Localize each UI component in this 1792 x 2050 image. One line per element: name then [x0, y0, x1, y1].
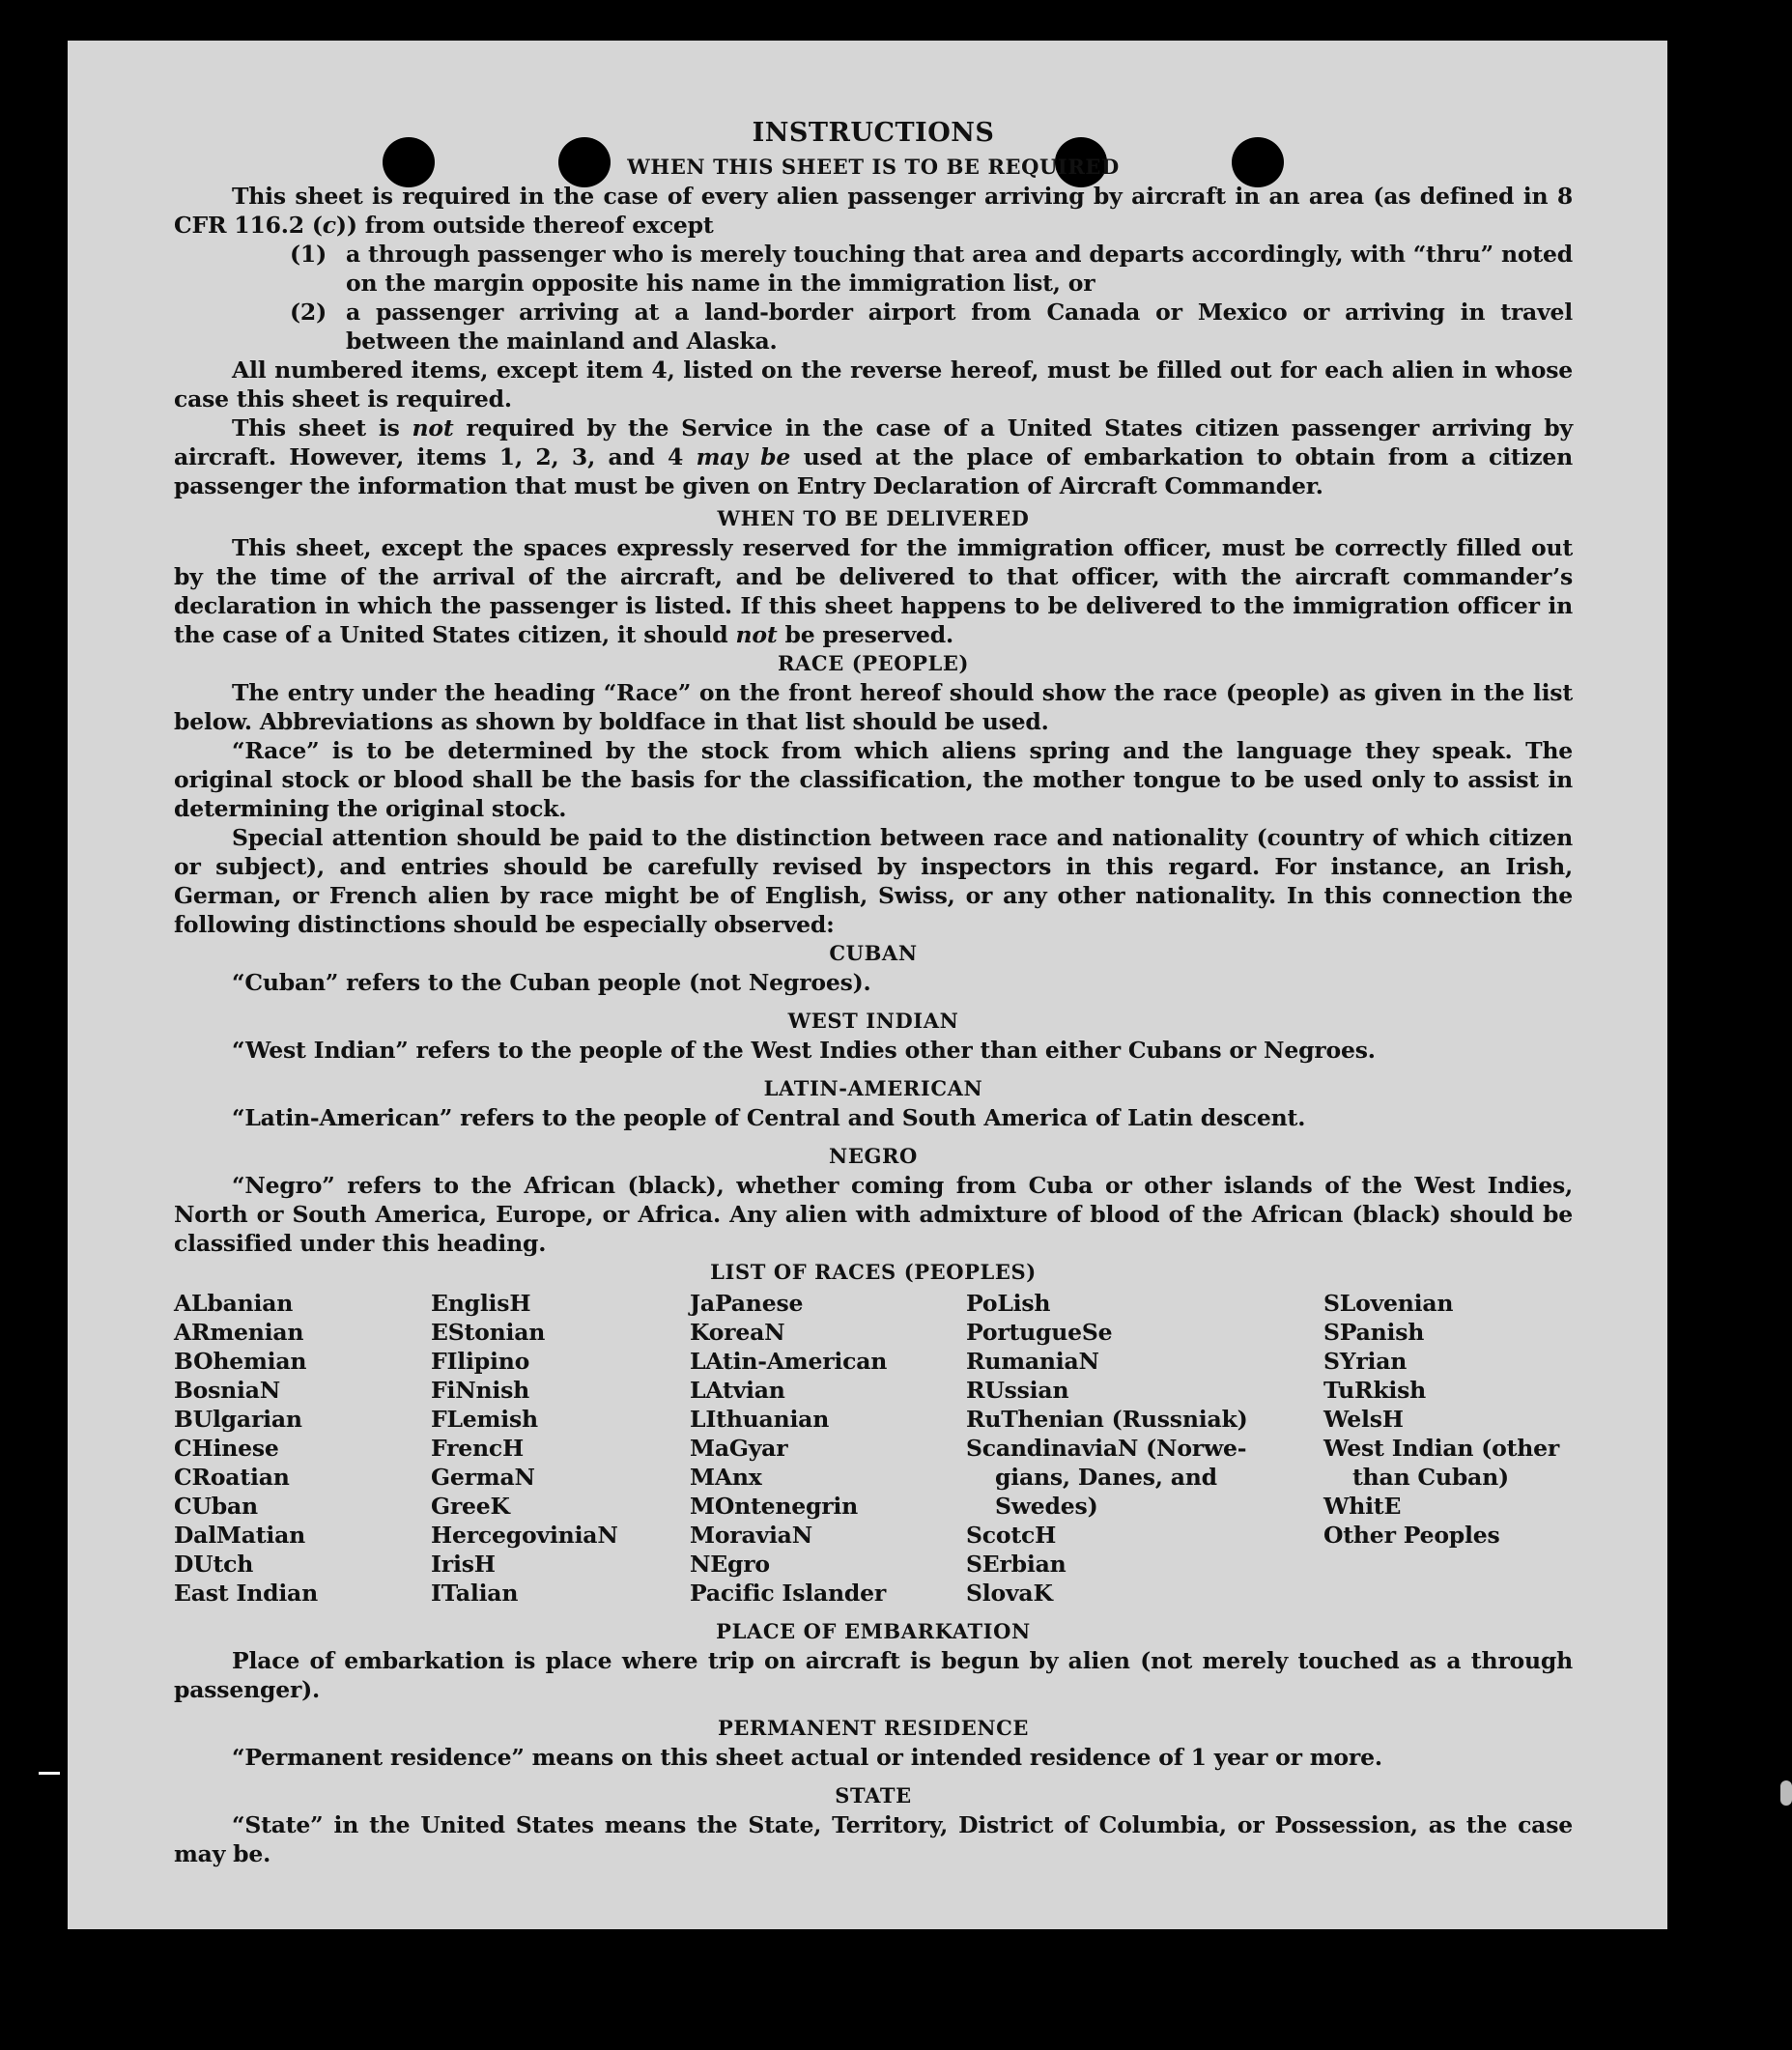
race-item: LAtin-American [690, 1348, 888, 1375]
paragraph: “West Indian” refers to the people of the West Indies other than either Cubans or Negroes. [232, 1037, 1376, 1064]
race-item: MAnx [690, 1464, 762, 1491]
race-item: SPanish [1323, 1319, 1425, 1346]
race-item: SLovenian [1323, 1290, 1454, 1317]
race-item: LAtvian [690, 1377, 785, 1404]
race-item: CRoatian [174, 1464, 290, 1491]
race-item: KoreaN [690, 1319, 785, 1346]
section-heading: PERMANENT RESIDENCE [717, 1716, 1030, 1740]
races-heading: LIST OF RACES (PEOPLES) [710, 1260, 1037, 1284]
section-heading: PLACE OF EMBARKATION [716, 1619, 1031, 1643]
race-item: SYrian [1323, 1348, 1408, 1375]
race-item: BUlgarian [174, 1406, 302, 1433]
race-item: East Indian [174, 1580, 318, 1607]
races-list [174, 1289, 1573, 1608]
race-item: ScotcH [966, 1522, 1057, 1549]
race-item: MOntenegrin [690, 1493, 859, 1520]
race-item: MoraviaN [690, 1522, 812, 1549]
section-heading: CUBAN [829, 941, 918, 965]
paragraph: “Race” is to be determined by the stock from which aliens spring and the language they speak. The original stock or blood shall be the basis for the classification, the mother tongue to be used only to assist in determining the original stock. [174, 737, 1573, 822]
race-item: BosniaN [174, 1377, 281, 1404]
section-heading: NEGRO [829, 1144, 918, 1168]
race-item: TuRkish [1323, 1377, 1427, 1404]
race-item: Other Peoples [1323, 1522, 1500, 1549]
race-item: PoLish [966, 1290, 1051, 1317]
race-item: DUtch [174, 1551, 254, 1578]
race-item: Pacific Islander [690, 1580, 887, 1607]
race-item: FrencH [431, 1435, 525, 1462]
scan-mark [39, 1772, 60, 1775]
section-heading: WHEN TO BE DELIVERED [717, 506, 1030, 530]
race-item: CHinese [174, 1435, 279, 1462]
paragraph: This sheet is required in the case of every alien passenger arriving by aircraft in an area (as defined in 8 CFR 116.2 (c)) from outside thereof except [174, 183, 1573, 239]
document-sheet [68, 41, 1667, 1929]
paragraph: “Latin-American” refers to the people of Central and South America of Latin descent. [232, 1104, 1306, 1131]
race-item: MaGyar [690, 1435, 788, 1462]
race-item: ITalian [431, 1580, 519, 1607]
race-item: EStonian [431, 1319, 546, 1346]
paragraph: “Negro” refers to the African (black), whether coming from Cuba or other islands of the West Indies, North or South America, Europe, or Africa. Any alien with admixture of blood of the African (black) should be classified under this heading. [174, 1172, 1573, 1257]
race-item: IrisH [431, 1551, 496, 1578]
race-item: NEgro [690, 1551, 770, 1578]
race-item: SlovaK [966, 1580, 1053, 1607]
race-item: FiNnish [431, 1377, 530, 1404]
paragraph: This sheet, except the spaces expressly reserved for the immigration officer, must be correctly filled out by the time of the arrival of the aircraft, and be delivered to that officer, with the aircraft commander’s declaration in which the passenger is listed. If this sheet happens to be delivered to the immigration officer in the case of a United States citizen, it should not be preserved. [174, 534, 1573, 648]
race-item: HercegoviniaN [431, 1522, 618, 1549]
race-item: LIthuanian [690, 1406, 830, 1433]
races-column [1323, 1289, 1573, 1608]
race-item: Swedes) [995, 1493, 1098, 1520]
list-item: (2) a passenger arriving at a land-border airport from Canada or Mexico or arriving in travel between the mainland and Alaska. [290, 299, 1573, 355]
paragraph: All numbered items, except item 4, listed on the reverse hereof, must be filled out for each alien in whose case this sheet is required. [174, 356, 1573, 413]
paragraph: “Permanent residence” means on this sheet actual or intended residence of 1 year or more. [232, 1744, 1382, 1771]
paragraph: Special attention should be paid to the distinction between race and nationality (country of which citizen or subject), and entries should be carefully revised by inspectors in this regard. For instance, an Irish, German, or French alien by race might be of English, Swiss, or any other nationality. In this connection the following distinctions should be especially observed: [174, 824, 1573, 938]
races-column [431, 1289, 690, 1608]
paragraph: Place of embarkation is place where trip on aircraft is begun by alien (not merely touched as a through passenger). [174, 1647, 1573, 1703]
section-heading: RACE (PEOPLE) [777, 651, 970, 675]
race-item: GreeK [431, 1493, 510, 1520]
races-column [966, 1289, 1323, 1608]
race-item: EnglisH [431, 1290, 531, 1317]
race-item: PortugueSe [966, 1319, 1113, 1346]
race-item: RumaniaN [966, 1348, 1099, 1375]
race-item: ALbanian [174, 1290, 294, 1317]
race-item: SErbian [966, 1551, 1067, 1578]
race-item: WhitE [1323, 1493, 1402, 1520]
paragraph: The entry under the heading “Race” on the front hereof should show the race (people) as given in the list below. Abbreviations as shown by boldface in that list should be used. [174, 679, 1573, 735]
section-heading: LATIN-AMERICAN [763, 1076, 983, 1100]
race-item: ARmenian [174, 1319, 304, 1346]
race-item: BOhemian [174, 1348, 307, 1375]
race-item: RuThenian (Russniak) [966, 1406, 1248, 1433]
race-item: West Indian (other [1323, 1435, 1560, 1462]
race-item: WelsH [1323, 1406, 1404, 1433]
race-item: CUban [174, 1493, 258, 1520]
race-item: FIlipino [431, 1348, 530, 1375]
race-item: than Cuban) [1352, 1464, 1509, 1491]
paragraph: “Cuban” refers to the Cuban people (not Negroes). [232, 969, 871, 996]
section-heading: WEST INDIAN [787, 1009, 959, 1033]
race-item: ScandinaviaN (Norwe- [966, 1435, 1247, 1462]
paragraph: This sheet is not required by the Service in the case of a United States citizen passenger arriving by aircraft. However, items 1, 2, 3, and 4 may be used at the place of embarkation to obtain from a citizen passenger the information that must be given on Entry Declaration of Aircraft Commander. [174, 414, 1573, 499]
race-item: GermaN [431, 1464, 535, 1491]
instructions-content [174, 114, 1573, 1868]
race-item: FLemish [431, 1406, 538, 1433]
section-heading: STATE [835, 1783, 912, 1808]
race-item: DalMatian [174, 1522, 306, 1549]
race-item: JaPanese [690, 1290, 804, 1317]
races-column [174, 1289, 431, 1608]
list-item: (1) a through passenger who is merely touching that area and departs accordingly, with “thru” noted on the margin opposite his name in the immigration list, or [290, 241, 1573, 297]
scan-mark [1780, 1780, 1792, 1806]
paragraph: “State” in the United States means the State, Territory, District of Columbia, or Possession, as the case may be. [174, 1811, 1573, 1867]
race-item: gians, Danes, and [995, 1464, 1217, 1491]
page-title: INSTRUCTIONS [752, 118, 995, 148]
race-item: RUssian [966, 1377, 1069, 1404]
races-column [690, 1289, 966, 1608]
section-heading: WHEN THIS SHEET IS TO BE REQUIRED [627, 155, 1120, 179]
